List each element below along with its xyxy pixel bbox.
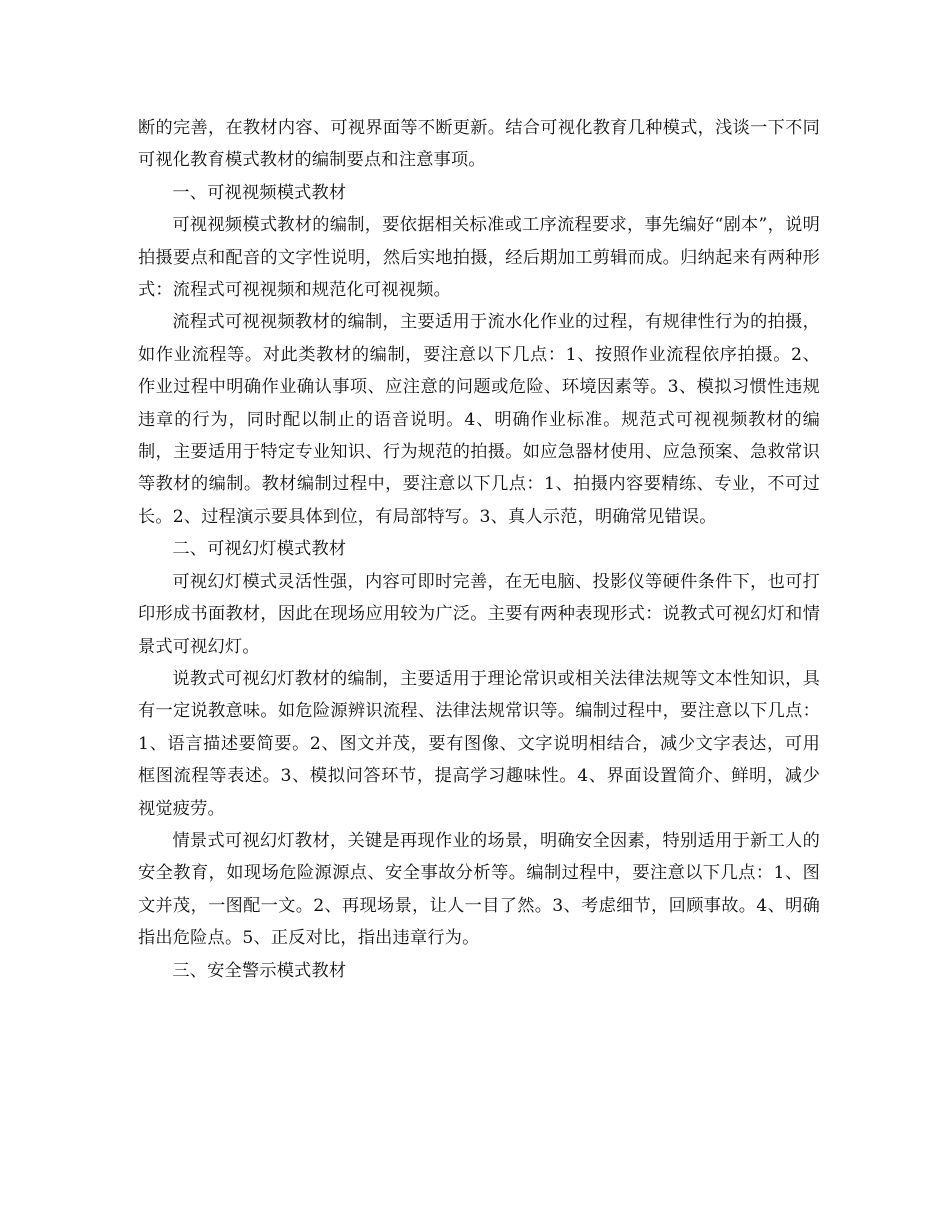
- section-heading-2: 二、可视幻灯模式教材: [172, 539, 347, 560]
- paragraph-intro: 断的完善，在教材内容、可视界面等不断更新。结合可视化教育几种模式，浅谈一下不同可视化教育模式教材的编制要点和注意事项。: [138, 118, 820, 171]
- paragraph: 可视视频模式教材的编制，要依据相关标准或工序流程要求，事先编好“剧本”，说明拍摄要点和配音的文字性说明，然后实地拍摄，经后期加工剪辑而成。归纳起来有两种形式：流程式可视视频和规范化可视视频。: [138, 215, 820, 301]
- paragraph: 说教式可视幻灯教材的编制，主要适用于理论常识或相关法律法规等文本性知识，具有一定说教意味。如危险源辨识流程、法律法规常识等。编制过程中，要注意以下几点：1、语言描述要简要。2、图文并茂，要有图像、文字说明相结合，减少文字表达，可用框图流程等表述。3、模拟问答环节，提高学习趣味性。4、界面设置简介、鲜明，减少视觉疲劳。: [138, 668, 820, 819]
- section-heading-1: 一、可视视频模式教材: [172, 182, 347, 203]
- paragraph: 流程式可视视频教材的编制，主要适用于流水化作业的过程，有规律性行为的拍摄，如作业流程等。对此类教材的编制，要注意以下几点：1、按照作业流程依序拍摄。2、作业过程中明确作业确认事项、应注意的问题或危险、环境因素等。3、模拟习惯性违规违章的行为，同时配以制止的语音说明。4、明确作业标准。规范式可视视频教材的编制，主要适用于特定专业知识、行为规范的拍摄。如应急器材使用、应急预案、急救常识等教材的编制。教材编制过程中，要注意以下几点：1、拍摄内容要精练、专业，不可过长。2、过程演示要具体到位，有局部特写。3、真人示范，明确常见错误。: [138, 312, 820, 527]
- paragraph: 情景式可视幻灯教材，关键是再现作业的场景，明确安全因素，特别适用于新工人的安全教育，如现场危险源源点、安全事故分析等。编制过程中，要注意以下几点：1、图文并茂，一图配一文。2、再现场景，让人一目了然。3、考虑细节，回顾事故。4、明确指出危险点。5、正反对比，指出违章行为。: [138, 830, 820, 949]
- paragraph: 可视幻灯模式灵活性强，内容可即时完善，在无电脑、投影仪等硬件条件下，也可打印形成书面教材，因此在现场应用较为广泛。主要有两种表现形式：说教式可视幻灯和情景式可视幻灯。: [138, 571, 820, 657]
- document-body: [138, 112, 820, 987]
- section-heading-3: 三、安全警示模式教材: [172, 960, 347, 981]
